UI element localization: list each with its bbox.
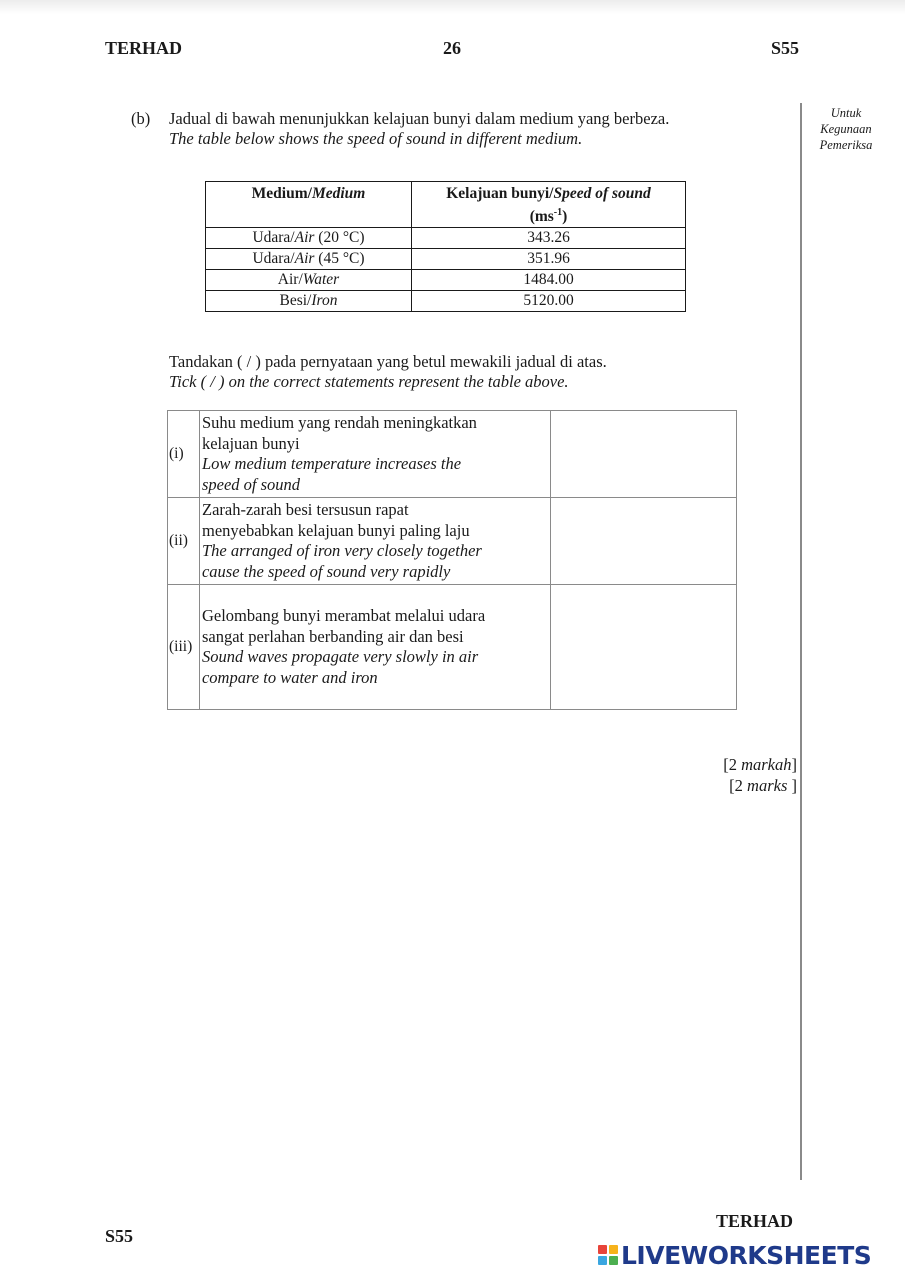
medium-cell: Udara/Air (20 °C) — [206, 228, 412, 249]
statement-row — [168, 585, 737, 710]
examiner-note-line: Untuk — [830, 106, 862, 120]
question-text-malay: Jadual di bawah menunjukkan kelajuan bunyi dalam medium yang berbeza. — [169, 109, 670, 128]
tick-box[interactable] — [551, 585, 737, 710]
footer-restricted-label: TERHAD — [716, 1211, 794, 1231]
speed-cell: 5120.00 — [412, 291, 686, 312]
page-number: 26 — [443, 38, 461, 58]
watermark-text: LIVEWORKSHEETS — [621, 1240, 872, 1270]
table-row — [206, 228, 686, 249]
statement-text: Zarah-zarah besi tersusun rapat menyebabkan kelajuan bunyi paling laju The arranged of iron very closely together cause the speed of sound very rapidly — [199, 498, 550, 585]
speed-cell: 1484.00 — [412, 270, 686, 291]
speed-column-header: Kelajuan bunyi/Speed of sound $(ms^{-1})$ — [412, 182, 686, 228]
medium-cell: Air/Water — [206, 270, 412, 291]
tick-box[interactable] — [551, 411, 737, 498]
liveworksheets-watermark — [598, 1240, 871, 1270]
statement-row — [168, 498, 737, 585]
page-top-shadow — [0, 0, 905, 14]
header-paper-code: S55 — [771, 38, 800, 58]
table-row — [206, 270, 686, 291]
examiner-use-note — [808, 105, 884, 153]
table-row — [206, 291, 686, 312]
statement-text: Suhu medium yang rendah meningkatkan kelajuan bunyi Low medium temperature increases the speed of sound — [199, 411, 550, 498]
statement-number: (iii) — [168, 585, 200, 710]
statements-tick-table — [167, 410, 737, 710]
examiner-margin-line — [800, 103, 802, 1180]
question-text — [169, 109, 794, 149]
tick-box[interactable] — [551, 498, 737, 585]
medium-cell: Udara/Air (45 °C) — [206, 249, 412, 270]
marks-english: [2 marks ] — [729, 776, 797, 795]
footer-paper-code: S55 — [105, 1226, 134, 1246]
statement-number: (ii) — [168, 498, 200, 585]
marks-malay: [2 markah] — [723, 755, 797, 774]
medium-cell: Besi/Iron — [206, 291, 412, 312]
instruction-english: Tick ( / ) on the correct statements represent the table above. — [169, 372, 569, 391]
header-restricted-label: TERHAD — [105, 38, 183, 58]
liveworksheets-logo-icon — [598, 1245, 618, 1265]
instruction — [169, 352, 794, 392]
speed-of-sound-table — [205, 181, 686, 312]
table-row — [206, 249, 686, 270]
statement-row — [168, 411, 737, 498]
statement-number: (i) — [168, 411, 200, 498]
medium-column-header: Medium/Medium — [206, 182, 412, 228]
speed-cell: 343.26 — [412, 228, 686, 249]
examiner-note-line: Kegunaan — [820, 122, 872, 136]
statement-text: Gelombang bunyi merambat melalui udara sangat perlahan berbanding air dan besi Sound waves propagate very slowly in air compare to water and iron — [199, 585, 550, 710]
instruction-malay: Tandakan ( / ) pada pernyataan yang betul mewakili jadual di atas. — [169, 352, 607, 371]
question-label: (b) — [131, 109, 151, 128]
examiner-note-line: Pemeriksa — [819, 138, 873, 152]
table-header-row — [206, 182, 686, 228]
speed-cell: 351.96 — [412, 249, 686, 270]
question-text-english: The table below shows the speed of sound in different medium. — [169, 129, 583, 148]
